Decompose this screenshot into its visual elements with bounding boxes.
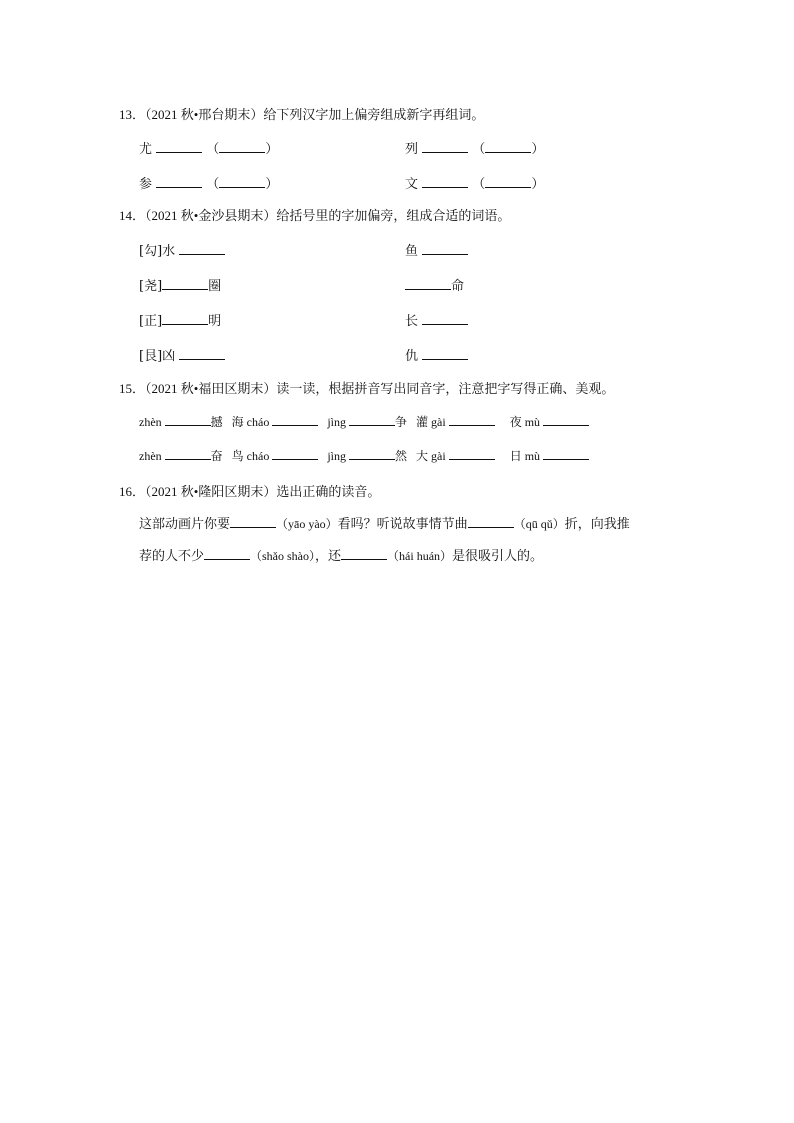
q14-item-6 <box>405 310 468 329</box>
left-paren: （ <box>472 177 486 192</box>
answer-blank[interactable] <box>162 312 208 325</box>
sentence-text: 看吗？听说故事情节曲 <box>337 517 468 532</box>
question-number: 15． <box>119 381 146 396</box>
answer-blank[interactable] <box>422 175 468 188</box>
answer-blank[interactable] <box>543 413 589 426</box>
item-suffix: 明 <box>208 314 222 329</box>
item-prefix: [勾]水 <box>139 244 176 259</box>
answer-blank[interactable] <box>485 175 531 188</box>
left-paren: （ <box>206 142 220 157</box>
answer-blank[interactable] <box>349 413 395 426</box>
sentence-text: 荐的人不少 <box>139 549 205 564</box>
answer-blank[interactable] <box>405 277 451 290</box>
question-16-heading <box>119 481 380 500</box>
question-instruction: 给括号里的字加偏旁，组成合适的词语。 <box>276 208 511 223</box>
answer-blank[interactable] <box>341 547 387 560</box>
right-paren: ） <box>531 177 545 192</box>
item-char: 参 <box>139 177 153 192</box>
question-source: （2021 秋•金沙县期末） <box>145 208 277 223</box>
answer-blank[interactable] <box>179 242 225 255</box>
answer-blank[interactable] <box>162 277 208 290</box>
pinyin-prompt: jìng <box>327 449 346 463</box>
pinyin-prompt: 夜 mù <box>509 415 541 429</box>
answer-blank[interactable] <box>468 515 514 528</box>
question-14-heading <box>119 205 510 224</box>
item-char: 尤 <box>139 142 153 157</box>
item-prefix: [尧] <box>139 279 163 294</box>
q14-item-4 <box>405 275 464 294</box>
answer-blank[interactable] <box>230 515 276 528</box>
answer-blank[interactable] <box>204 547 250 560</box>
answer-blank[interactable] <box>349 447 395 460</box>
item-char: 文 <box>405 177 419 192</box>
item-prefix: 仇 <box>405 349 419 364</box>
left-paren: （ <box>472 142 486 157</box>
q14-item-3 <box>139 275 221 294</box>
sentence-text: 这部动画片你要 <box>139 517 231 532</box>
question-instruction: 读一读，根据拼音写出同音字，注意把字写得正确、美观。 <box>276 381 615 396</box>
pinyin-options: （qū qǔ） <box>513 517 565 531</box>
right-paren: ） <box>265 142 279 157</box>
item-prefix: 长 <box>405 314 419 329</box>
pinyin-prompt: 大 gài <box>416 449 446 463</box>
right-paren: ） <box>531 142 545 157</box>
item-suffix: 然 <box>395 449 408 463</box>
sentence-text: 折，向我推 <box>564 517 630 532</box>
answer-blank[interactable] <box>449 413 495 426</box>
pinyin-options: （hái huán） <box>387 549 453 563</box>
sentence-text: ，还 <box>315 549 342 564</box>
item-prefix: [正] <box>139 314 163 329</box>
q14-item-8 <box>405 345 468 364</box>
answer-blank[interactable] <box>272 413 318 426</box>
pinyin-options: （shǎo shào） <box>250 549 316 563</box>
answer-blank[interactable] <box>179 347 225 360</box>
question-15-heading <box>119 378 614 397</box>
item-prefix: 鱼 <box>405 244 419 259</box>
item-suffix: 争 <box>395 415 408 429</box>
pinyin-prompt: zhèn <box>139 415 162 429</box>
answer-blank[interactable] <box>449 447 495 460</box>
item-suffix: 命 <box>451 279 465 294</box>
pinyin-prompt: jìng <box>327 415 346 429</box>
question-13-heading <box>119 104 484 123</box>
answer-blank[interactable] <box>543 447 589 460</box>
sentence-text: 是很吸引人的。 <box>452 549 544 564</box>
answer-blank[interactable] <box>422 140 468 153</box>
q13-item-4 <box>405 173 544 192</box>
q14-item-1 <box>139 240 225 259</box>
q16-line-1 <box>139 513 630 532</box>
answer-blank[interactable] <box>422 242 468 255</box>
question-source: （2021 秋•福田区期末） <box>145 381 277 396</box>
item-suffix: 圈 <box>208 279 222 294</box>
answer-blank[interactable] <box>485 140 531 153</box>
pinyin-prompt: zhèn <box>139 449 162 463</box>
pinyin-prompt: 海 cháo <box>231 415 270 429</box>
pinyin-prompt: 鸟 cháo <box>231 449 270 463</box>
q13-item-2 <box>405 138 544 157</box>
answer-blank[interactable] <box>219 175 265 188</box>
pinyin-prompt: 日 mù <box>509 449 541 463</box>
q14-item-7 <box>139 345 225 364</box>
answer-blank[interactable] <box>272 447 318 460</box>
q16-line-2 <box>139 545 543 564</box>
item-suffix: 奋 <box>210 449 223 463</box>
q14-item-2 <box>405 240 468 259</box>
item-char: 列 <box>405 142 419 157</box>
item-prefix: [艮]凶 <box>139 349 176 364</box>
question-source: （2021 秋•邢台期末） <box>145 107 264 122</box>
question-source: （2021 秋•隆阳区期末） <box>145 484 277 499</box>
q13-item-3 <box>139 173 278 192</box>
question-number: 13． <box>119 107 146 122</box>
item-suffix: 撼 <box>210 415 223 429</box>
q15-row-1 <box>139 413 589 430</box>
left-paren: （ <box>206 177 220 192</box>
pinyin-prompt: 灌 gài <box>416 415 446 429</box>
answer-blank[interactable] <box>422 347 468 360</box>
question-instruction: 给下列汉字加上偏旁组成新字再组词。 <box>263 107 485 122</box>
right-paren: ） <box>265 177 279 192</box>
answer-blank[interactable] <box>156 140 202 153</box>
answer-blank[interactable] <box>165 447 211 460</box>
pinyin-options: （yāo yào） <box>276 517 338 531</box>
answer-blank[interactable] <box>165 413 211 426</box>
q15-row-2 <box>139 447 589 464</box>
answer-blank[interactable] <box>219 140 265 153</box>
question-instruction: 选出正确的读音。 <box>276 484 381 499</box>
q13-item-1 <box>139 138 278 157</box>
q14-item-5 <box>139 310 221 329</box>
question-number: 14． <box>119 208 146 223</box>
answer-blank[interactable] <box>422 312 468 325</box>
answer-blank[interactable] <box>156 175 202 188</box>
question-number: 16． <box>119 484 146 499</box>
